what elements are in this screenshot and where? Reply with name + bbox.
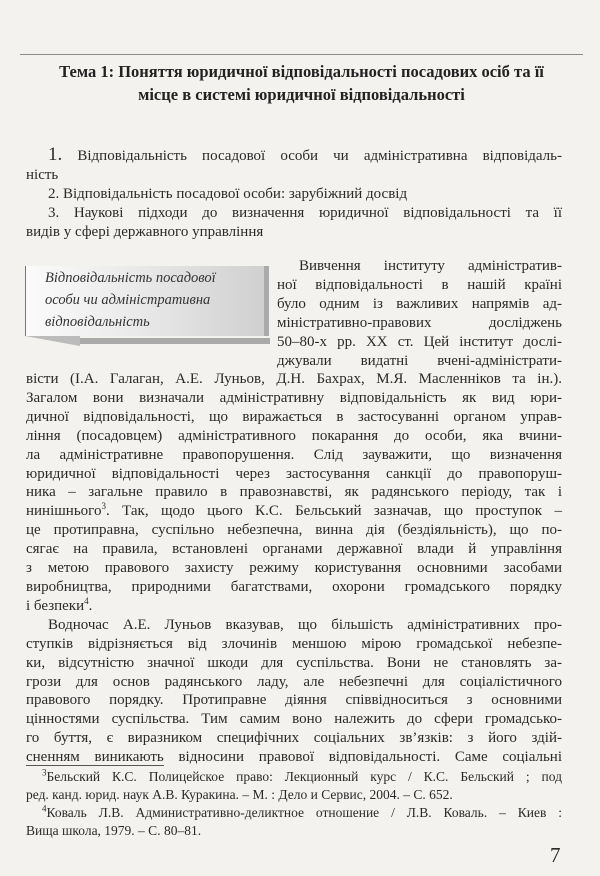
callout-line: Відповідальність посадової xyxy=(45,270,216,286)
footnote-4-cont: Вища школа, 1979. – С. 80–81. xyxy=(26,823,202,838)
page-number: 7 xyxy=(550,843,561,867)
body-text-fragment: . xyxy=(88,597,93,614)
underlined-text: сненням виникають xyxy=(26,749,164,766)
footnote-text: Коваль Л.В. Административно-деликтное отношение / Л.В. Коваль. – Киев : xyxy=(46,805,562,820)
body-line: ла адміністративне правопорушення. Слід зауважити, що визначення xyxy=(26,446,562,463)
callout-line: відповідальність xyxy=(45,314,150,330)
plan-item-3: 3. Наукові підходи до визначення юридичної відповідальності та її xyxy=(48,204,562,221)
plan-item-1 xyxy=(26,146,562,166)
body-line: грози для основ радянського ладу, але небезпечні для соціалістичного xyxy=(26,673,562,690)
footnote-3-cont: ред. канд. юрид. наук А.В. Куракина. – М. : Дело и Сервис, 2004. – С. 652. xyxy=(26,787,453,802)
footnotes xyxy=(26,768,562,840)
body-text xyxy=(26,370,562,767)
body-line: сягає на правила, встановлені органами державної влади й управління xyxy=(26,541,562,558)
body-line: ступків відрізняється від злочинів меншою мірою громадської небезпе- xyxy=(26,635,562,652)
body-line: дичної відповідальності, що виражається в застосуванні органом управ- xyxy=(26,408,562,425)
title-line-1: Тема 1: Поняття юридичної відповідальності посадових осіб та її xyxy=(59,62,544,81)
body-line: ної відповідальності в нашій країні xyxy=(277,276,562,293)
body-line: Водночас А.Е. Луньов вказував, що більшість адміністративних про- xyxy=(48,616,562,633)
callout-shadow xyxy=(80,338,270,344)
plan-item-number: 1. xyxy=(48,144,63,165)
topic-plan xyxy=(26,146,562,242)
body-line: юридичної відповідальності через застосування санкції до правопоруш- xyxy=(26,465,562,482)
plan-item-text: Відповідальність посадової особи чи адміністративна відповідаль- xyxy=(77,148,562,164)
body-line: вісти (І.А. Галаган, А.Е. Луньов, Д.Н. Бахрах, М.Я. Масленніков та ін.). xyxy=(26,371,562,387)
plan-item-1-cont: ність xyxy=(26,166,59,183)
body-line: виробництва, природними багатствами, охорони громадського порядку xyxy=(26,578,562,595)
body-line xyxy=(26,748,562,767)
body-line: ки, відсутністю значної шкоди для суспільства. Вони не становлять за- xyxy=(26,654,562,671)
body-line xyxy=(26,502,562,521)
title-line-2: місце в системі юридичної відповідальності xyxy=(138,85,465,104)
footnote-4 xyxy=(26,804,562,822)
body-line: 50–80-х рр. XX ст. Цей інститут дослі- xyxy=(277,333,562,350)
body-line: джували видатні вчені-адміністрати- xyxy=(277,352,562,369)
body-line: го буття, є виразником специфічних соціальних зв’язків: з його здій- xyxy=(26,730,562,747)
body-line xyxy=(26,597,562,616)
body-line: з метою правового захисту режиму користування основними засобами xyxy=(26,560,562,577)
topic-title xyxy=(20,60,583,106)
body-line: це протиправна, суспільно небезпечна, винна дія (бездіяльність), що по- xyxy=(26,522,562,539)
footnote-mark: 4 xyxy=(42,803,47,814)
callout-line: особи чи адміністративна xyxy=(45,292,211,308)
footnote-ref-4[interactable]: 4 xyxy=(84,595,89,606)
body-line: міністративно-правових досліджень xyxy=(277,314,562,331)
plan-item-3-cont: видів у сфері державного управління xyxy=(26,223,264,240)
footnote-ref-3[interactable]: 3 xyxy=(101,501,106,512)
body-line: цінностями суспільства. Тим самим воно належить до сфери громадсько- xyxy=(26,711,562,728)
body-line: Вивчення інституту адміністратив- xyxy=(299,258,562,274)
callout-folded-corner xyxy=(25,336,80,346)
body-wrapped-lines xyxy=(277,257,562,370)
body-line: ника – загальне правило в правознавстві, як радянського періоду, так і xyxy=(26,484,562,501)
body-text-fragment: і безпеки xyxy=(26,597,85,614)
callout-text xyxy=(45,267,216,333)
header-rule xyxy=(20,54,583,55)
body-line: Загалом вони визначали адміністративну відповідальність як вид юри- xyxy=(26,389,562,406)
plan-item-2: 2. Відповідальність посадової особи: зарубіжний досвід xyxy=(48,185,408,202)
body-line: ління (посадовцем) адміністративного покарання до особи, яка вчини- xyxy=(26,427,562,444)
footnote-mark: 3 xyxy=(42,767,47,778)
body-line: було одним із важливих напрямів ад- xyxy=(277,295,562,312)
footnote-text: Бельский К.С. Полицейское право: Лекционный курс / К.С. Бельский ; под xyxy=(46,769,562,784)
body-text-fragment: . Так, щодо цього К.С. Бельський зазначав, що проступок – xyxy=(105,503,562,520)
footnote-3 xyxy=(26,768,562,786)
body-text-fragment: нинішнього xyxy=(26,503,102,520)
section-callout xyxy=(25,266,270,346)
body-text-fragment: відносини правової відповідальності. Саме соціальні xyxy=(163,749,563,766)
body-line: правового порядку. Протиправне діяння співвідноситься з основними xyxy=(26,692,562,709)
